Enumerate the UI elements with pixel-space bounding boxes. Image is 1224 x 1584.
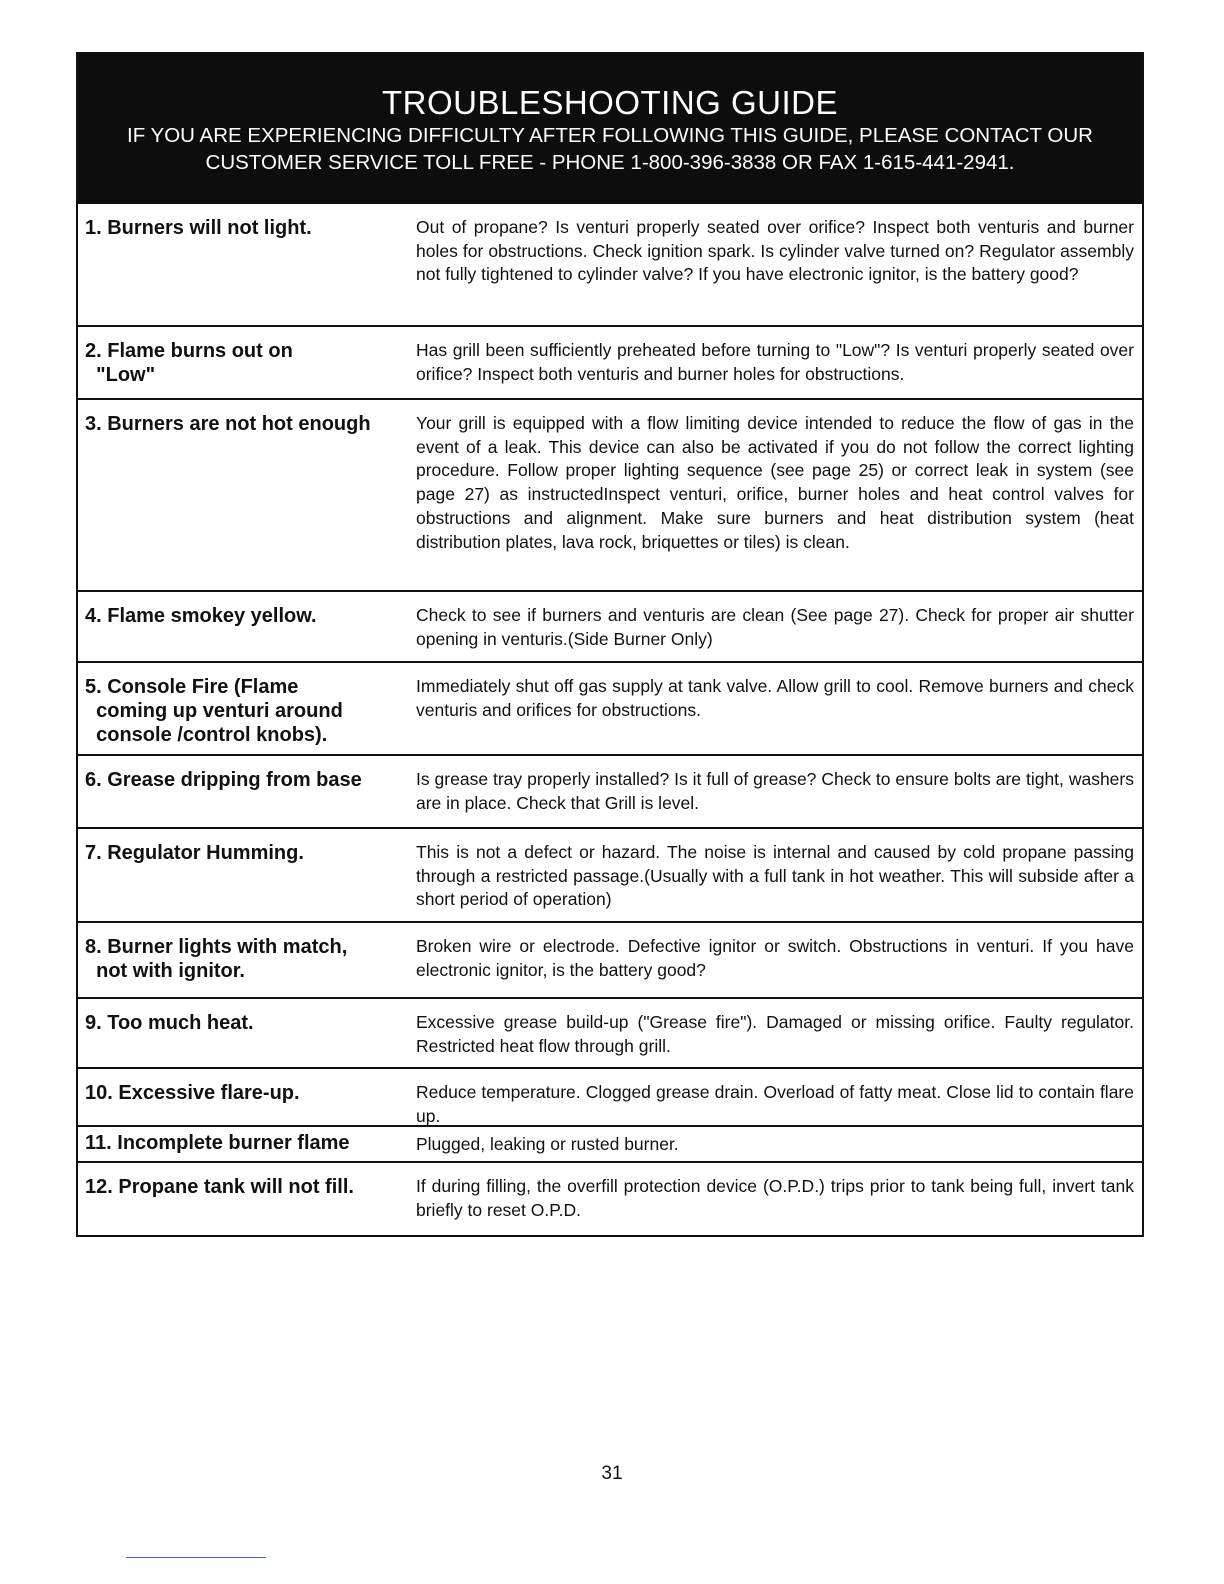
solution-text: Broken wire or electrode. Defective ignitor or switch. Obstructions in venturi. If you have electronic ignitor, is the battery good? xyxy=(416,936,1134,980)
table-row xyxy=(78,592,1142,663)
table-row xyxy=(78,999,1142,1069)
problem-label: 3. Burners are not hot enough xyxy=(85,413,371,435)
solution-text: Has grill been sufficiently preheated before turning to "Low"? Is venturi properly seated over orifice? Inspect both venturis and burner holes for obstructions. xyxy=(416,340,1134,384)
problem-label: 1. Burners will not light. xyxy=(85,217,312,239)
solution-text: Is grease tray properly installed? Is it full of grease? Check to ensure bolts are tight, washers are in place. Check that Grill is level. xyxy=(416,769,1134,813)
table-row xyxy=(78,327,1142,400)
problem-label: 10. Excessive flare-up. xyxy=(85,1082,300,1104)
solution-text: If during filling, the overfill protection device (O.P.D.) trips prior to tank being full, invert tank briefly to reset O.P.D. xyxy=(416,1176,1134,1220)
contact-line-1: IF YOU ARE EXPERIENCING DIFFICULTY AFTER FOLLOWING THIS GUIDE, PLEASE CONTACT OUR xyxy=(127,124,1093,147)
table-row xyxy=(78,1127,1142,1163)
problem-label: 6. Grease dripping from base xyxy=(85,769,362,791)
solution-text: This is not a defect or hazard. The noise is internal and caused by cold propane passing through a restricted passage.(Usually with a full tank in hot weather. This will subside after a short period of operation) xyxy=(416,842,1134,910)
guide-header xyxy=(78,52,1142,204)
table-row xyxy=(78,204,1142,327)
table-row xyxy=(78,1069,1142,1127)
problem-label: 2. Flame burns out on "Low" xyxy=(85,340,293,386)
page-number: 31 xyxy=(601,1463,623,1484)
table-row xyxy=(78,829,1142,923)
solution-text: Immediately shut off gas supply at tank valve. Allow grill to cool. Remove burners and check venturis and orifices for obstructions. xyxy=(416,676,1134,720)
table-row xyxy=(78,923,1142,999)
table-row xyxy=(78,663,1142,756)
problem-label: 8. Burner lights with match, not with ignitor. xyxy=(85,936,348,982)
table-row xyxy=(78,756,1142,829)
problem-label: 5. Console Fire (Flame coming up venturi around console /control knobs). xyxy=(85,676,343,746)
table-row xyxy=(78,1163,1142,1235)
solution-text: Check to see if burners and venturis are clean (See page 27). Check for proper air shutter opening in venturis.(Side Burner Only) xyxy=(416,605,1134,649)
solution-text: Your grill is equipped with a flow limiting device intended to reduce the flow of gas in the event of a leak. This device can also be activated if you do not follow the correct lighting procedure. Follow proper lighting sequence (see page 25) or correct leak in system (see page 27) as instructedInspect venturi, orifice, burner holes and heat control valves for obstructions and alignment. Make sure burners and heat distribution system (heat distribution plates, lava rock, briquettes or tiles) is clean. xyxy=(416,413,1134,552)
table-row xyxy=(78,400,1142,592)
solution-text: Out of propane? Is venturi properly seated over orifice? Inspect both venturis and burner holes for obstructions. Check ignition spark. Is cylinder valve turned on? Regulator assembly not fully tightened to cylinder valve? If you have electronic ignitor, is the battery good? xyxy=(416,217,1134,285)
problem-label: 11. Incomplete burner flame xyxy=(85,1132,350,1154)
contact-line-2: CUSTOMER SERVICE TOLL FREE - PHONE 1-800-396-3838 OR FAX 1-615-441-2941. xyxy=(205,151,1015,174)
solution-text: Excessive grease build-up ("Grease fire"). Damaged or missing orifice. Faulty regulator. Restricted heat flow through grill. xyxy=(416,1012,1134,1056)
troubleshooting-guide xyxy=(76,52,1144,1237)
problem-label: 12. Propane tank will not fill. xyxy=(85,1176,354,1198)
problem-label: 7. Regulator Humming. xyxy=(85,842,304,864)
problem-label: 9. Too much heat. xyxy=(85,1012,254,1034)
problem-label: 4. Flame smokey yellow. xyxy=(85,605,317,627)
divider-line xyxy=(126,1557,266,1558)
solution-text: Reduce temperature. Clogged grease drain. Overload of fatty meat. Close lid to contain flare up. xyxy=(416,1082,1134,1126)
solution-text: Plugged, leaking or rusted burner. xyxy=(416,1134,679,1154)
guide-title: TROUBLESHOOTING GUIDE xyxy=(381,84,839,121)
